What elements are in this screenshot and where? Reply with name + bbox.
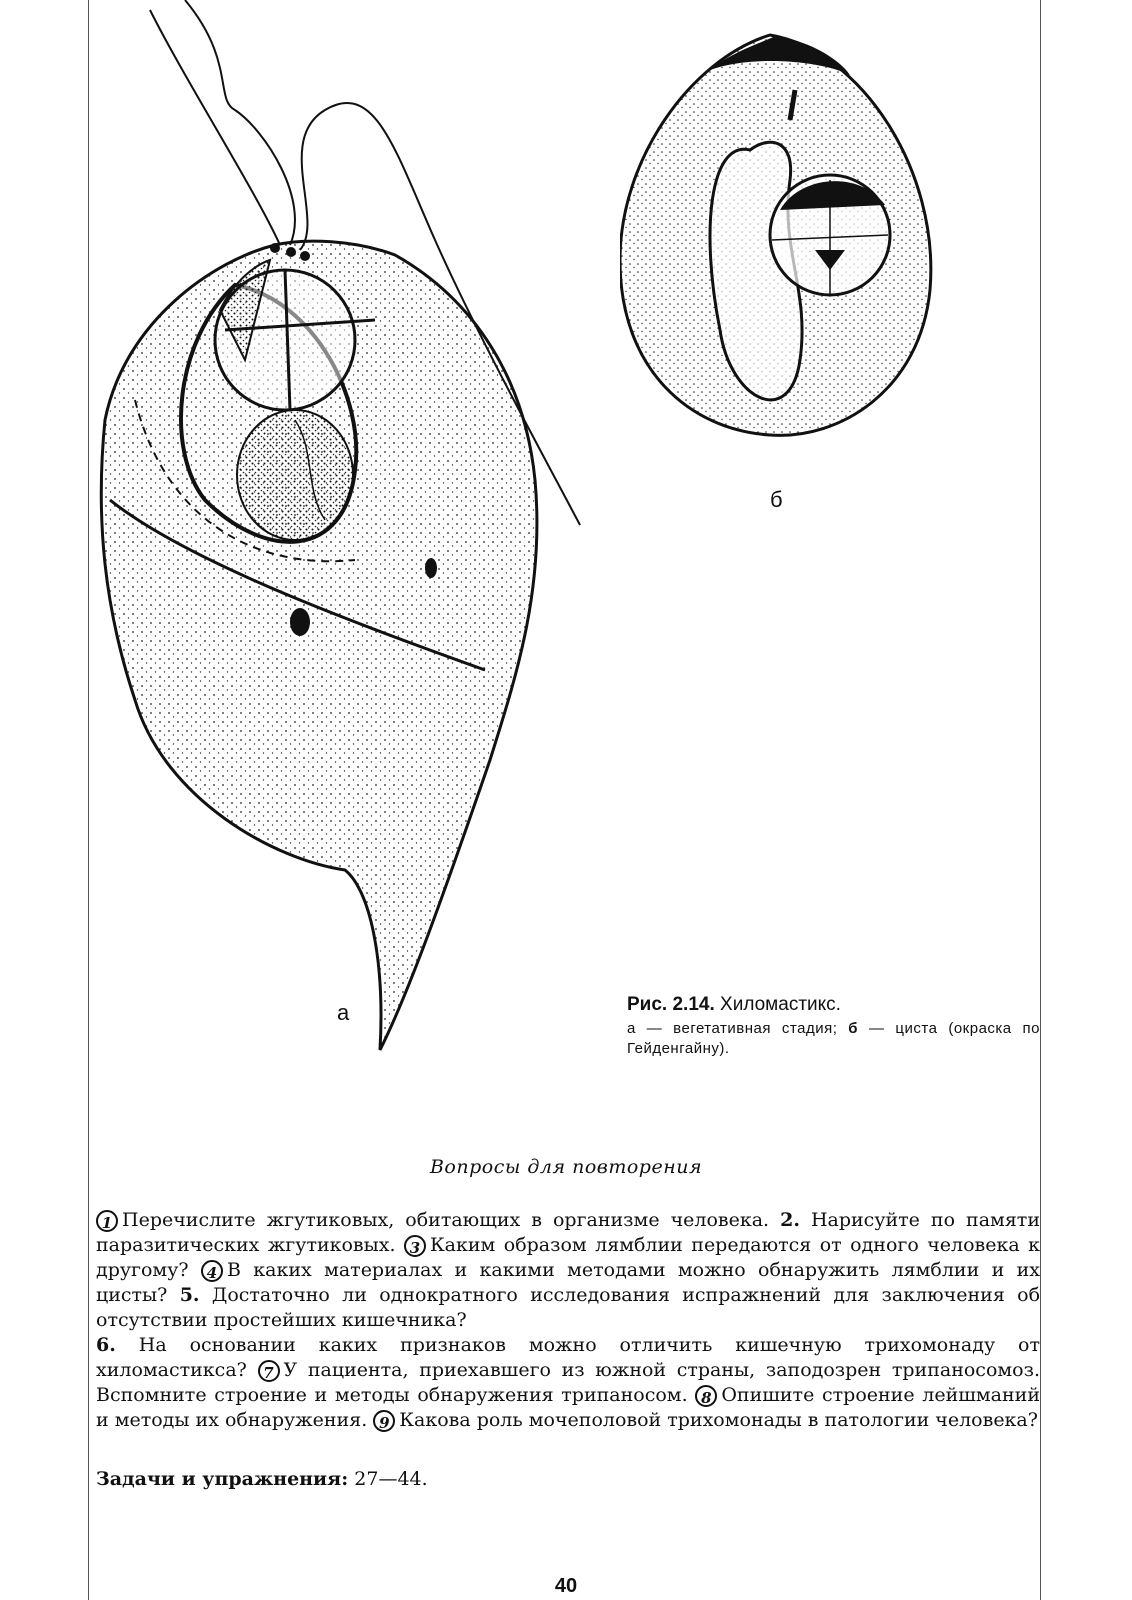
tasks-line bbox=[96, 1468, 428, 1490]
figure-label-b: б bbox=[770, 487, 783, 512]
circled-number: 9 bbox=[373, 1410, 395, 1432]
question-3: 3 Каким образом лямблии передаются от одного человека к другому? bbox=[96, 1234, 1040, 1281]
tasks-label: Задачи и упражнения: bbox=[96, 1468, 349, 1490]
caption-body bbox=[627, 1019, 1040, 1059]
question-7: 7 У пациента, приехавшего из южной страны, заподозрен трипаносомоз. Вспомните строение и методы обнаружения трипаносом. bbox=[96, 1359, 1040, 1406]
question-9: 9 Какова роль мочеполовой трихомонады в патологии человека? bbox=[373, 1409, 1038, 1431]
circled-number: 1 bbox=[96, 1210, 118, 1232]
caption-title bbox=[627, 994, 1040, 1016]
question-1: 1 Перечислите жгутиковых, обитающих в организме человека. bbox=[96, 1209, 769, 1231]
question-8: 8 Опишите строение лейшманий и методы их обнаружения. bbox=[96, 1384, 1041, 1431]
circled-number: 7 bbox=[258, 1360, 280, 1382]
caption-a-key: а bbox=[627, 1020, 636, 1037]
question-5: 5. Достаточно ли однократного исследования испражнений для заключения об отсутствии простейших кишечника? bbox=[96, 1284, 1041, 1331]
chilomastix-vegetative-illustration bbox=[95, 0, 615, 1085]
caption-a-text: — вегетативная стадия; bbox=[646, 1020, 838, 1037]
figure-label-a: а bbox=[337, 1000, 350, 1025]
circled-number: 8 bbox=[695, 1385, 717, 1407]
caption-number: Рис. 2.14. bbox=[627, 994, 715, 1015]
question-2: 2. Нарисуйте по памяти паразитических жгутиковых. bbox=[96, 1209, 1040, 1256]
page-border-left bbox=[88, 0, 89, 1600]
question-6: 6. На основании каких признаков можно отличить кишечную трихомонаду от хиломастикса? bbox=[96, 1334, 1040, 1381]
figure-caption bbox=[627, 994, 1040, 1059]
page-border-right bbox=[1040, 0, 1041, 1600]
chilomastix-cyst-illustration bbox=[620, 30, 950, 450]
circled-number: 3 bbox=[404, 1235, 426, 1257]
review-questions bbox=[96, 1208, 1040, 1433]
caption-b-text: — циста (окраска по Гейденгайну). bbox=[627, 1020, 1041, 1057]
question-4: 4 В каких материалах и какими методами можно обнаружить лямблии и их цисты? bbox=[96, 1259, 1041, 1306]
circled-number: 4 bbox=[201, 1260, 223, 1282]
section-heading: Вопросы для повторения bbox=[429, 1156, 703, 1178]
page-number: 40 bbox=[554, 1575, 578, 1597]
caption-title-text: Хиломастикс. bbox=[720, 994, 841, 1015]
caption-b-key: б bbox=[848, 1020, 859, 1037]
tasks-range: 27—44. bbox=[354, 1468, 428, 1490]
